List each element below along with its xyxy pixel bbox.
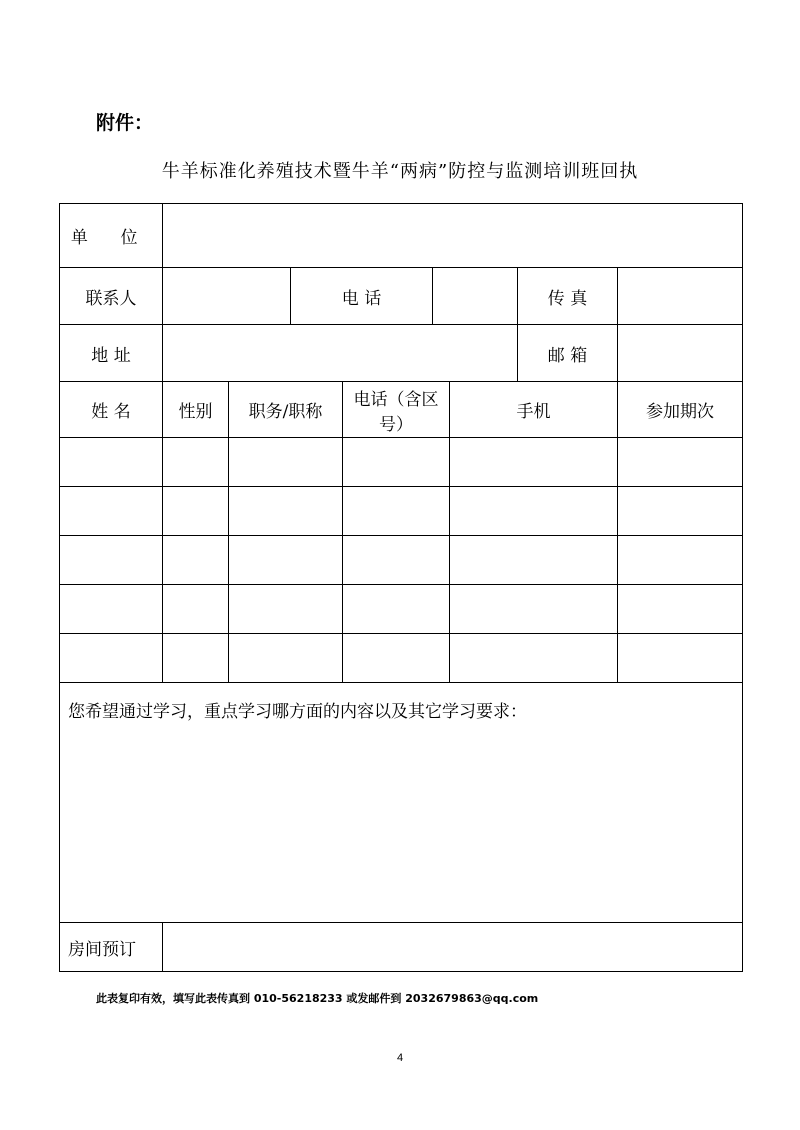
participant-position-cell[interactable] <box>229 536 343 585</box>
participant-gender-cell[interactable] <box>163 438 229 487</box>
participant-position-cell[interactable] <box>229 487 343 536</box>
participant-gender-cell[interactable] <box>163 536 229 585</box>
unit-row <box>60 204 743 268</box>
requirements-label: 您希望通过学习，重点学习哪方面的内容以及其它学习要求： <box>68 702 527 722</box>
participant-phone-cell[interactable] <box>343 536 450 585</box>
participant-name-cell[interactable] <box>60 634 163 683</box>
participant-phone-cell[interactable] <box>343 438 450 487</box>
contact-row <box>60 268 743 325</box>
registration-form-table <box>59 203 743 972</box>
column-header-phone: 电话（含区号） <box>343 382 450 438</box>
column-header-session: 参加期次 <box>618 382 743 438</box>
column-header-name: 姓 名 <box>60 382 163 438</box>
participant-session-cell[interactable] <box>618 536 743 585</box>
participant-session-cell[interactable] <box>618 634 743 683</box>
participant-row <box>60 536 743 585</box>
column-header-gender: 性别 <box>163 382 229 438</box>
fax-label: 传 真 <box>518 268 618 325</box>
footer-note: 此表复印有效，填写此表传真到 010-56218233 或发邮件到 2032679863@qq.com <box>96 992 539 1005</box>
column-header-position: 职务/职称 <box>229 382 343 438</box>
participant-name-cell[interactable] <box>60 536 163 585</box>
participant-row <box>60 487 743 536</box>
address-field[interactable] <box>163 325 518 382</box>
participant-phone-cell[interactable] <box>343 585 450 634</box>
participant-name-cell[interactable] <box>60 487 163 536</box>
email-field[interactable] <box>618 325 743 382</box>
participant-mobile-cell[interactable] <box>450 536 618 585</box>
participant-gender-cell[interactable] <box>163 487 229 536</box>
participant-gender-cell[interactable] <box>163 634 229 683</box>
participant-mobile-cell[interactable] <box>450 438 618 487</box>
email-label: 邮 箱 <box>518 325 618 382</box>
room-row <box>60 923 743 972</box>
unit-field[interactable] <box>163 204 743 268</box>
unit-label: 单 位 <box>60 204 163 268</box>
participant-session-cell[interactable] <box>618 585 743 634</box>
participant-phone-cell[interactable] <box>343 487 450 536</box>
participant-position-cell[interactable] <box>229 634 343 683</box>
participant-name-cell[interactable] <box>60 585 163 634</box>
room-booking-label: 房间预订 <box>60 923 163 972</box>
fax-field[interactable] <box>618 268 743 325</box>
participant-session-cell[interactable] <box>618 487 743 536</box>
participant-row <box>60 585 743 634</box>
participant-row <box>60 634 743 683</box>
phone-label: 电 话 <box>291 268 433 325</box>
participant-mobile-cell[interactable] <box>450 487 618 536</box>
participant-position-cell[interactable] <box>229 585 343 634</box>
contact-label: 联系人 <box>60 268 163 325</box>
address-label: 地 址 <box>60 325 163 382</box>
address-row <box>60 325 743 382</box>
participant-mobile-cell[interactable] <box>450 585 618 634</box>
requirements-row <box>60 683 743 923</box>
room-booking-field[interactable] <box>163 923 743 972</box>
participant-header-row <box>60 382 743 438</box>
participant-gender-cell[interactable] <box>163 585 229 634</box>
form-title: 牛羊标准化养殖技术暨牛羊“两病”防控与监测培训班回执 <box>161 161 639 182</box>
participant-mobile-cell[interactable] <box>450 634 618 683</box>
participant-row <box>60 438 743 487</box>
participant-phone-cell[interactable] <box>343 634 450 683</box>
attachment-label: 附件： <box>96 112 154 134</box>
participant-name-cell[interactable] <box>60 438 163 487</box>
contact-field[interactable] <box>163 268 291 325</box>
participant-position-cell[interactable] <box>229 438 343 487</box>
participant-session-cell[interactable] <box>618 438 743 487</box>
phone-field[interactable] <box>433 268 518 325</box>
column-header-mobile: 手机 <box>450 382 618 438</box>
page-number: 4 <box>396 1052 404 1064</box>
requirements-field[interactable] <box>60 683 743 923</box>
